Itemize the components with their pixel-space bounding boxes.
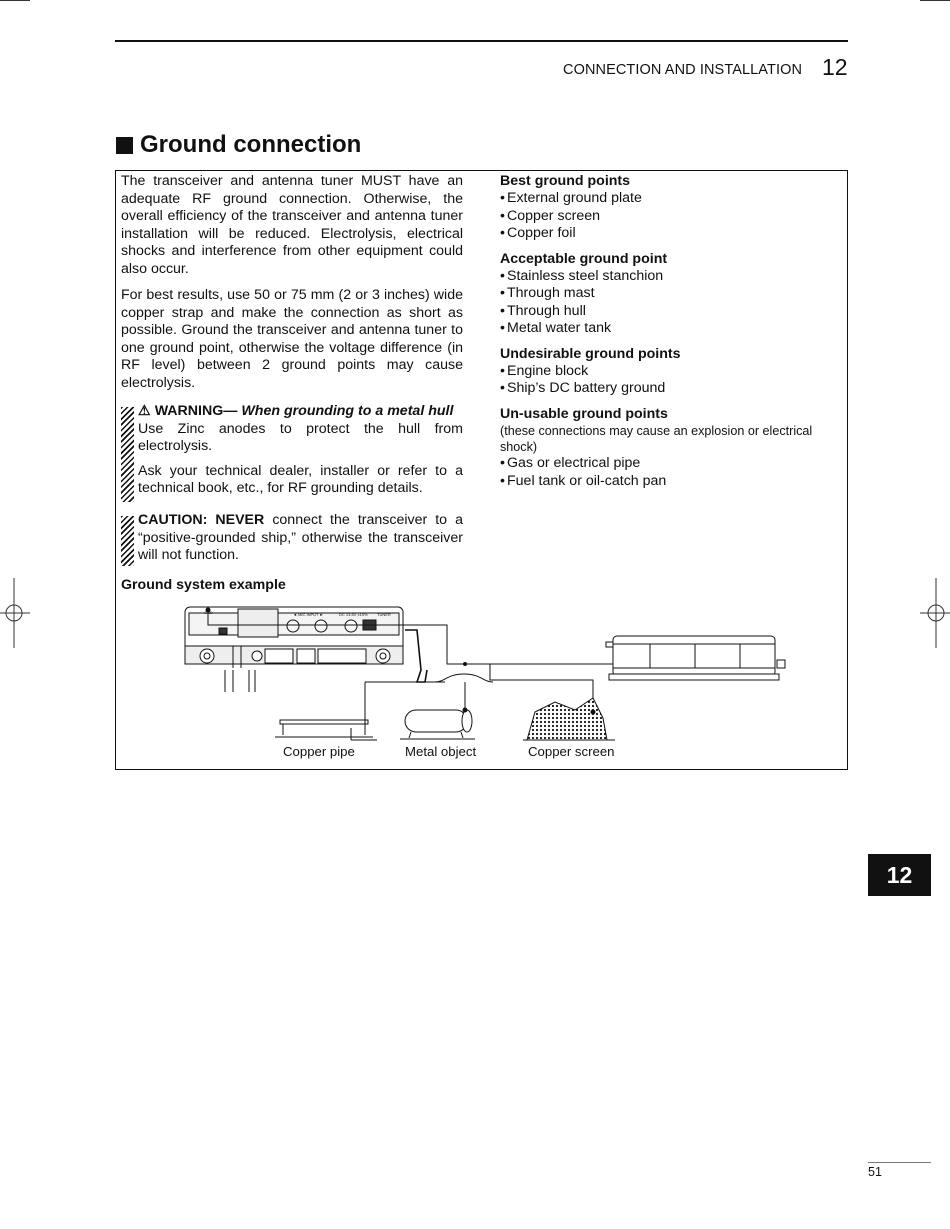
list-item: • Copper foil <box>500 225 576 242</box>
warning-block <box>121 403 463 498</box>
metal-object-icon <box>400 708 475 739</box>
caution-label: CAUTION: NEVER <box>138 512 265 528</box>
square-bullet-icon <box>116 137 133 154</box>
registration-mark-left <box>0 578 30 648</box>
footer-rule <box>868 1162 931 1163</box>
caution-text: connect the transceiver to a “positive-grounded ship,” otherwise the transceiver will not function. <box>138 512 463 563</box>
ground-group-best <box>500 173 845 243</box>
copper-pipe-icon <box>275 720 377 740</box>
panel-label-tuner: TUNER <box>377 612 391 617</box>
ground-group-unusable <box>500 406 845 490</box>
header-chapter-number: 12 <box>822 54 848 80</box>
list-item: • Metal water tank <box>500 320 612 337</box>
intro-paragraph-2: For best results, use 50 or 75 mm (2 or 3 inches) wide copper strap and make the connection as short as possible. Ground the transceiver and antenna tuner to one ground point, otherwise the voltage difference (in RF level) between 2 ground points may cause electrolysis. <box>121 287 463 391</box>
group-title: Acceptable ground point <box>500 250 668 267</box>
label-copper-screen: Copper screen <box>528 744 615 759</box>
group-title: Undesirable ground points <box>500 345 681 362</box>
group-title: Best ground points <box>500 173 631 189</box>
list-item: • External ground plate <box>500 190 642 207</box>
list-item: • Ship’s DC battery ground <box>500 380 666 397</box>
page-number: 51 <box>868 1165 882 1179</box>
registration-mark-right <box>920 578 950 648</box>
chapter-tab: 12 <box>868 854 931 896</box>
list-item: • Through hull <box>500 302 586 319</box>
ground-system-diagram <box>115 600 795 745</box>
ground-points-list <box>500 173 845 498</box>
warning-triangle-icon: ⚠ <box>138 403 151 419</box>
list-item: • Copper screen <box>500 207 601 224</box>
label-metal-object: Metal object <box>405 744 477 759</box>
header-rule <box>115 40 848 42</box>
warning-subject: When grounding to a metal hull <box>241 403 454 419</box>
list-item: • Through mast <box>500 285 595 302</box>
antenna-tuner-icon <box>606 636 785 680</box>
warning-label: WARNING— <box>154 403 238 419</box>
section-title <box>116 131 361 159</box>
intro-paragraph-1: The transceiver and antenna tuner MUST have an adequate RF ground connection. Otherwise, the overall efficiency of the transceiver and antenna tuner installation will be reduced. Electrolysis, electrical shocks and interference from other equipment could also occur. <box>121 173 463 277</box>
ground-group-undesirable <box>500 346 845 398</box>
transceiver-rear-panel-icon <box>185 607 403 692</box>
ground-group-acceptable <box>500 251 845 338</box>
list-item: • Fuel tank or oil-catch pan <box>500 472 667 489</box>
label-copper-pipe: Copper pipe <box>283 744 355 759</box>
panel-label-gnd: GND <box>204 610 213 615</box>
panel-label-mic: ◄ MIC INPUT ► <box>293 612 324 617</box>
caution-block <box>121 512 463 565</box>
group-note: (these connections may cause an explosion or electrical shock) <box>500 424 813 455</box>
ground-system-example-title: Ground system example <box>121 577 286 593</box>
group-title: Un-usable ground points <box>500 405 668 422</box>
panel-label-dc: DC 13.6V ±15% <box>339 612 368 617</box>
section-title-text: Ground connection <box>140 131 362 158</box>
caution-hatch-icon <box>121 516 134 566</box>
warning-text-2: Ask your technical dealer, installer or refer to a technical book, etc., for RF grounding details. <box>138 462 463 496</box>
list-item: • Stainless steel stanchion <box>500 268 664 285</box>
warning-hatch-icon <box>121 407 134 502</box>
header-title: CONNECTION AND INSTALLATION <box>563 62 803 78</box>
warning-text-1: Use Zinc anodes to protect the hull from electrolysis. <box>138 420 463 454</box>
warning-title <box>138 403 463 421</box>
list-item: • Gas or electrical pipe <box>500 455 641 472</box>
list-item: • Engine block <box>500 363 589 380</box>
copper-screen-icon <box>523 698 615 740</box>
